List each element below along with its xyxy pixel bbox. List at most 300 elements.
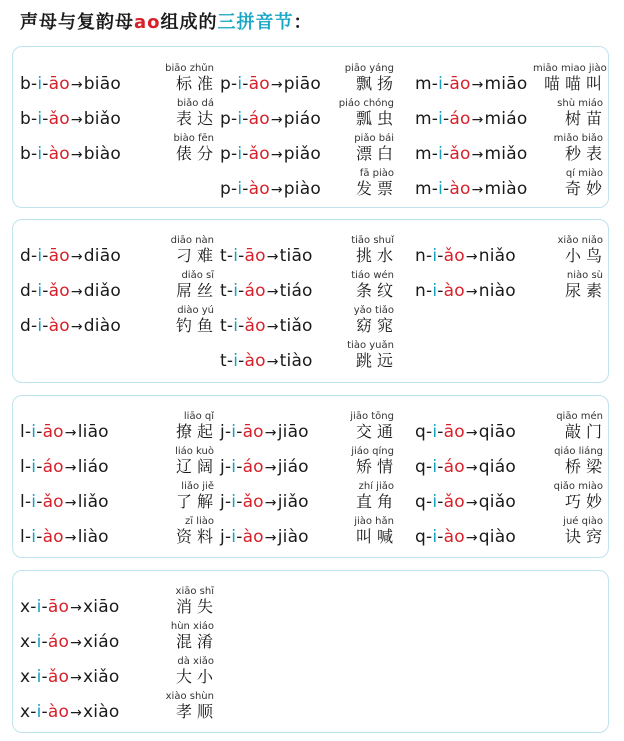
initial: l: [20, 457, 25, 477]
hyphen: -: [226, 351, 234, 371]
medial: i: [37, 74, 43, 94]
syllable-result: tiāo: [279, 246, 313, 266]
hyphen: -: [30, 702, 37, 722]
medial: i: [432, 457, 438, 477]
hyphen: -: [31, 144, 38, 164]
hyphen: -: [238, 246, 245, 266]
final: áo: [248, 109, 270, 129]
hyphen: -: [226, 281, 234, 301]
example-hanzi: 刁难: [175, 246, 218, 265]
arrow-icon: →: [70, 77, 83, 93]
example-pinyin: liāo qǐ: [183, 411, 214, 422]
syllable-result: niào: [478, 281, 516, 301]
example-word: [144, 270, 218, 301]
example-pinyin: jiáo qíng: [351, 446, 394, 457]
final: ǎo: [244, 316, 266, 336]
initial: l: [20, 492, 25, 512]
example-word: [144, 446, 218, 477]
arrow-icon: →: [471, 182, 484, 198]
example-word: [324, 98, 398, 129]
syllable-result: piào: [283, 179, 321, 199]
hyphen: -: [226, 246, 234, 266]
example-word: [144, 621, 218, 652]
final: ào: [242, 527, 264, 547]
example-pinyin: miāo miao jiào: [533, 63, 607, 74]
example-hanzi: 奇妙: [564, 179, 607, 198]
syllable-result: biào: [83, 144, 121, 164]
initial: t: [220, 351, 227, 371]
example-pinyin: xiào shùn: [165, 691, 214, 702]
syllable-result: jiáo: [277, 457, 309, 477]
hyphen: -: [426, 422, 433, 442]
example-pinyin: yǎo tiǎo: [353, 305, 394, 316]
hyphen: -: [236, 527, 243, 547]
example-word: [533, 63, 607, 94]
hyphen: -: [431, 109, 439, 129]
syllable-entry: [415, 410, 611, 444]
hyphen: -: [238, 316, 245, 336]
example-pinyin: qiāo mén: [556, 411, 603, 422]
example-pinyin: biǎo dá: [176, 98, 214, 109]
hyphen: -: [24, 527, 32, 547]
spelling-formula: [220, 527, 309, 547]
initial: t: [220, 316, 227, 336]
example-hanzi: 辽阔: [175, 457, 218, 476]
example-hanzi: 叫喊: [355, 527, 398, 546]
hyphen: -: [236, 492, 243, 512]
arrow-icon: →: [64, 530, 77, 546]
hyphen: -: [236, 422, 243, 442]
arrow-icon: →: [64, 460, 77, 476]
syllable-result: qiào: [478, 527, 516, 547]
medial: i: [432, 281, 438, 301]
arrow-icon: →: [471, 147, 484, 163]
final: ǎo: [42, 492, 64, 512]
example-hanzi: 诀窍: [564, 527, 607, 546]
medial: i: [231, 457, 237, 477]
example-pinyin: jué qiào: [563, 516, 603, 527]
final: áo: [242, 457, 264, 477]
example-word: [144, 516, 218, 547]
syllable-result: jiào: [277, 527, 309, 547]
medial: i: [233, 246, 239, 266]
example-word: [533, 235, 607, 266]
hyphen: -: [30, 597, 37, 617]
example-hanzi: 交通: [355, 422, 398, 441]
example-word: [144, 133, 218, 164]
medial: i: [37, 109, 43, 129]
initial: p: [220, 179, 231, 199]
hyphen: -: [431, 74, 439, 94]
example-word: [533, 98, 607, 129]
medial: i: [237, 179, 243, 199]
syllable-entry: [220, 167, 416, 201]
medial: i: [31, 527, 37, 547]
final: áo: [42, 457, 64, 477]
final: āo: [443, 422, 465, 442]
syllable-result: diāo: [83, 246, 121, 266]
example-hanzi: 漂白: [355, 144, 398, 163]
hyphen: -: [31, 109, 38, 129]
arrow-icon: →: [70, 249, 83, 265]
hyphen: -: [31, 74, 38, 94]
spelling-formula: [220, 316, 313, 336]
syllable-result: miào: [484, 179, 528, 199]
final: āo: [48, 246, 70, 266]
spelling-formula: [20, 527, 109, 547]
arrow-icon: →: [64, 495, 77, 511]
medial: i: [237, 144, 243, 164]
arrow-icon: →: [64, 425, 77, 441]
syllable-entry: [20, 515, 216, 549]
spelling-formula: [20, 246, 121, 266]
example-word: [144, 586, 218, 617]
hyphen: -: [437, 492, 444, 512]
example-hanzi: 条纹: [355, 281, 398, 300]
syllable-entry: [20, 269, 216, 303]
final: ào: [449, 179, 471, 199]
hyphen: -: [31, 281, 38, 301]
initial: b: [20, 144, 31, 164]
initial: m: [415, 144, 432, 164]
spelling-formula: [415, 527, 516, 547]
example-pinyin: niào sù: [566, 270, 603, 281]
example-word: [533, 481, 607, 512]
hyphen: -: [431, 144, 439, 164]
hyphen: -: [41, 632, 48, 652]
arrow-icon: →: [266, 284, 279, 300]
spelling-formula: [20, 702, 119, 722]
arrow-icon: →: [270, 112, 283, 128]
medial: i: [438, 144, 444, 164]
arrow-icon: →: [264, 495, 277, 511]
example-word: [324, 516, 398, 547]
hyphen: -: [24, 492, 32, 512]
arrow-icon: →: [266, 319, 279, 335]
example-word: [324, 133, 398, 164]
syllable-result: jiǎo: [277, 492, 309, 512]
syllable-entry: [415, 62, 611, 96]
syllable-entry: [220, 410, 416, 444]
medial: i: [36, 597, 42, 617]
arrow-icon: →: [70, 670, 83, 686]
example-hanzi: 大小: [175, 667, 218, 686]
medial: i: [231, 527, 237, 547]
hyphen: -: [42, 144, 49, 164]
hyphen: -: [42, 74, 49, 94]
syllable-result: liào: [77, 527, 109, 547]
spelling-formula: [220, 422, 309, 442]
title-suffix: ：: [293, 12, 313, 33]
arrow-icon: →: [465, 249, 478, 265]
initial: l: [20, 422, 25, 442]
initial: p: [220, 74, 231, 94]
syllable-entry: [415, 515, 611, 549]
arrow-icon: →: [70, 600, 83, 616]
final: ǎo: [47, 667, 70, 687]
example-hanzi: 敲门: [564, 422, 607, 441]
medial: i: [231, 422, 237, 442]
arrow-icon: →: [471, 112, 484, 128]
final: āo: [244, 246, 266, 266]
example-hanzi: 挑水: [355, 246, 398, 265]
initial: d: [20, 246, 31, 266]
initial: b: [20, 109, 31, 129]
arrow-icon: →: [266, 249, 279, 265]
hyphen: -: [41, 702, 48, 722]
spelling-formula: [220, 492, 309, 512]
medial: i: [231, 492, 237, 512]
hyphen: -: [426, 457, 433, 477]
syllable-result: tiáo: [279, 281, 313, 301]
spelling-formula: [415, 144, 527, 164]
hyphen: -: [31, 316, 38, 336]
page-title: [20, 8, 313, 38]
final: āo: [47, 597, 70, 617]
hyphen: -: [30, 667, 37, 687]
example-word: [144, 305, 218, 336]
spelling-formula: [220, 179, 321, 199]
hyphen: -: [242, 179, 249, 199]
hyphen: -: [42, 246, 49, 266]
syllable-result: piāo: [283, 74, 321, 94]
medial: i: [31, 422, 37, 442]
hyphen: -: [236, 457, 243, 477]
arrow-icon: →: [465, 425, 478, 441]
syllable-entry: [220, 339, 416, 373]
example-hanzi: 消失: [175, 597, 218, 616]
example-pinyin: piǎo bái: [354, 133, 394, 144]
example-hanzi: 混淆: [175, 632, 218, 651]
initial: m: [415, 74, 432, 94]
syllable-entry: [220, 132, 416, 166]
syllable-entry: [220, 97, 416, 131]
syllable-entry: [20, 234, 216, 268]
syllable-result: qiāo: [478, 422, 516, 442]
spelling-formula: [20, 597, 119, 617]
arrow-icon: →: [465, 530, 478, 546]
example-word: [533, 168, 607, 199]
syllable-entry: [20, 620, 216, 654]
hyphen: -: [437, 422, 444, 442]
initial: m: [415, 109, 432, 129]
hyphen: -: [226, 316, 234, 336]
arrow-icon: →: [465, 495, 478, 511]
example-word: [144, 481, 218, 512]
initial: n: [415, 246, 426, 266]
final: ào: [443, 281, 465, 301]
medial: i: [432, 492, 438, 512]
arrow-icon: →: [270, 182, 283, 198]
example-hanzi: 秒表: [564, 144, 607, 163]
example-pinyin: diāo nàn: [170, 235, 214, 246]
hyphen: -: [443, 74, 450, 94]
example-pinyin: xiāo shī: [175, 586, 214, 597]
final: ǎo: [248, 144, 270, 164]
spelling-formula: [20, 632, 119, 652]
syllable-entry: [220, 480, 416, 514]
syllable-entry: [415, 269, 611, 303]
hyphen: -: [42, 281, 49, 301]
initial: q: [415, 422, 426, 442]
example-hanzi: 发票: [355, 179, 398, 198]
initial: p: [220, 144, 231, 164]
example-pinyin: piāo yáng: [344, 63, 394, 74]
initial: d: [20, 316, 31, 336]
spelling-formula: [415, 179, 527, 199]
spelling-formula: [220, 109, 321, 129]
syllable-result: piǎo: [283, 144, 321, 164]
example-hanzi: 撩起: [175, 422, 218, 441]
medial: i: [36, 667, 42, 687]
example-pinyin: qí miào: [565, 168, 603, 179]
initial: b: [20, 74, 31, 94]
example-pinyin: dà xiǎo: [177, 656, 214, 667]
final: ǎo: [443, 492, 465, 512]
syllable-entry: [220, 234, 416, 268]
final: āo: [42, 422, 64, 442]
final: ǎo: [443, 246, 465, 266]
example-hanzi: 资料: [175, 527, 218, 546]
example-pinyin: liáo kuò: [175, 446, 214, 457]
hyphen: -: [231, 74, 238, 94]
example-word: [324, 481, 398, 512]
hyphen: -: [224, 457, 232, 477]
initial: j: [220, 457, 225, 477]
hyphen: -: [31, 246, 38, 266]
syllable-result: niǎo: [478, 246, 516, 266]
example-hanzi: 桥梁: [564, 457, 607, 476]
final: ào: [47, 702, 70, 722]
final: āo: [248, 74, 270, 94]
hyphen: -: [238, 281, 245, 301]
example-word: [144, 691, 218, 722]
example-hanzi: 表达: [175, 109, 218, 128]
example-pinyin: tiāo shuǐ: [351, 235, 394, 246]
hyphen: -: [426, 492, 433, 512]
hyphen: -: [30, 632, 37, 652]
hyphen: -: [242, 109, 249, 129]
final: áo: [449, 109, 471, 129]
example-pinyin: liǎo jiě: [181, 481, 214, 492]
example-pinyin: hùn xiáo: [170, 621, 214, 632]
final: áo: [47, 632, 70, 652]
medial: i: [233, 316, 239, 336]
arrow-icon: →: [70, 635, 83, 651]
syllable-result: miǎo: [484, 144, 528, 164]
example-hanzi: 巧妙: [564, 492, 607, 511]
example-pinyin: qiáo liáng: [554, 446, 603, 457]
example-word: [144, 235, 218, 266]
syllable-result: xiǎo: [83, 667, 120, 687]
syllable-result: tiǎo: [279, 316, 313, 336]
initial: x: [20, 702, 31, 722]
example-word: [144, 63, 218, 94]
hyphen: -: [437, 246, 444, 266]
final: āo: [449, 74, 471, 94]
hyphen: -: [41, 597, 48, 617]
spelling-formula: [415, 492, 516, 512]
arrow-icon: →: [264, 425, 277, 441]
example-pinyin: xiǎo niǎo: [557, 235, 603, 246]
example-word: [324, 270, 398, 301]
hyphen: -: [238, 351, 245, 371]
example-hanzi: 孝顺: [175, 702, 218, 721]
syllable-entry: [20, 97, 216, 131]
final: āo: [242, 422, 264, 442]
initial: m: [415, 179, 432, 199]
example-pinyin: jiào hǎn: [354, 516, 394, 527]
syllable-result: liáo: [77, 457, 109, 477]
syllable-entry: [20, 445, 216, 479]
title-ao: ao: [134, 12, 161, 33]
initial: j: [220, 422, 225, 442]
hyphen: -: [42, 316, 49, 336]
medial: i: [432, 422, 438, 442]
spelling-formula: [415, 422, 516, 442]
syllable-result: qiáo: [478, 457, 516, 477]
example-word: [324, 305, 398, 336]
hyphen: -: [443, 179, 450, 199]
spelling-formula: [415, 457, 516, 477]
initial: t: [220, 281, 227, 301]
hyphen: -: [443, 109, 450, 129]
hyphen: -: [224, 492, 232, 512]
initial: n: [415, 281, 426, 301]
example-word: [324, 411, 398, 442]
syllable-result: diǎo: [83, 281, 121, 301]
example-hanzi: 直角: [355, 492, 398, 511]
medial: i: [31, 492, 37, 512]
hyphen: -: [224, 527, 232, 547]
syllable-entry: [415, 480, 611, 514]
syllable-result: xiào: [83, 702, 120, 722]
syllable-entry: [20, 410, 216, 444]
example-hanzi: 窈窕: [355, 316, 398, 335]
initial: x: [20, 667, 31, 687]
example-pinyin: qiǎo miào: [553, 481, 603, 492]
hyphen: -: [41, 667, 48, 687]
syllable-result: biāo: [83, 74, 121, 94]
medial: i: [438, 74, 444, 94]
arrow-icon: →: [465, 284, 478, 300]
example-hanzi: 瓢虫: [355, 109, 398, 128]
medial: i: [36, 702, 42, 722]
example-hanzi: 屌丝: [175, 281, 218, 300]
final: āo: [48, 74, 70, 94]
final: ǎo: [449, 144, 471, 164]
example-hanzi: 跳远: [355, 351, 398, 370]
syllable-entry: [415, 234, 611, 268]
example-word: [533, 133, 607, 164]
example-pinyin: zhí jiǎo: [358, 481, 394, 492]
syllable-entry: [220, 62, 416, 96]
syllable-entry: [220, 304, 416, 338]
medial: i: [37, 316, 43, 336]
spelling-formula: [20, 492, 109, 512]
example-word: [533, 411, 607, 442]
initial: l: [20, 527, 25, 547]
spelling-formula: [20, 144, 121, 164]
medial: i: [37, 144, 43, 164]
hyphen: -: [231, 109, 238, 129]
example-pinyin: shù miáo: [557, 98, 603, 109]
example-hanzi: 钓鱼: [175, 316, 218, 335]
medial: i: [36, 632, 42, 652]
syllable-result: miáo: [484, 109, 528, 129]
arrow-icon: →: [270, 147, 283, 163]
hyphen: -: [426, 527, 433, 547]
